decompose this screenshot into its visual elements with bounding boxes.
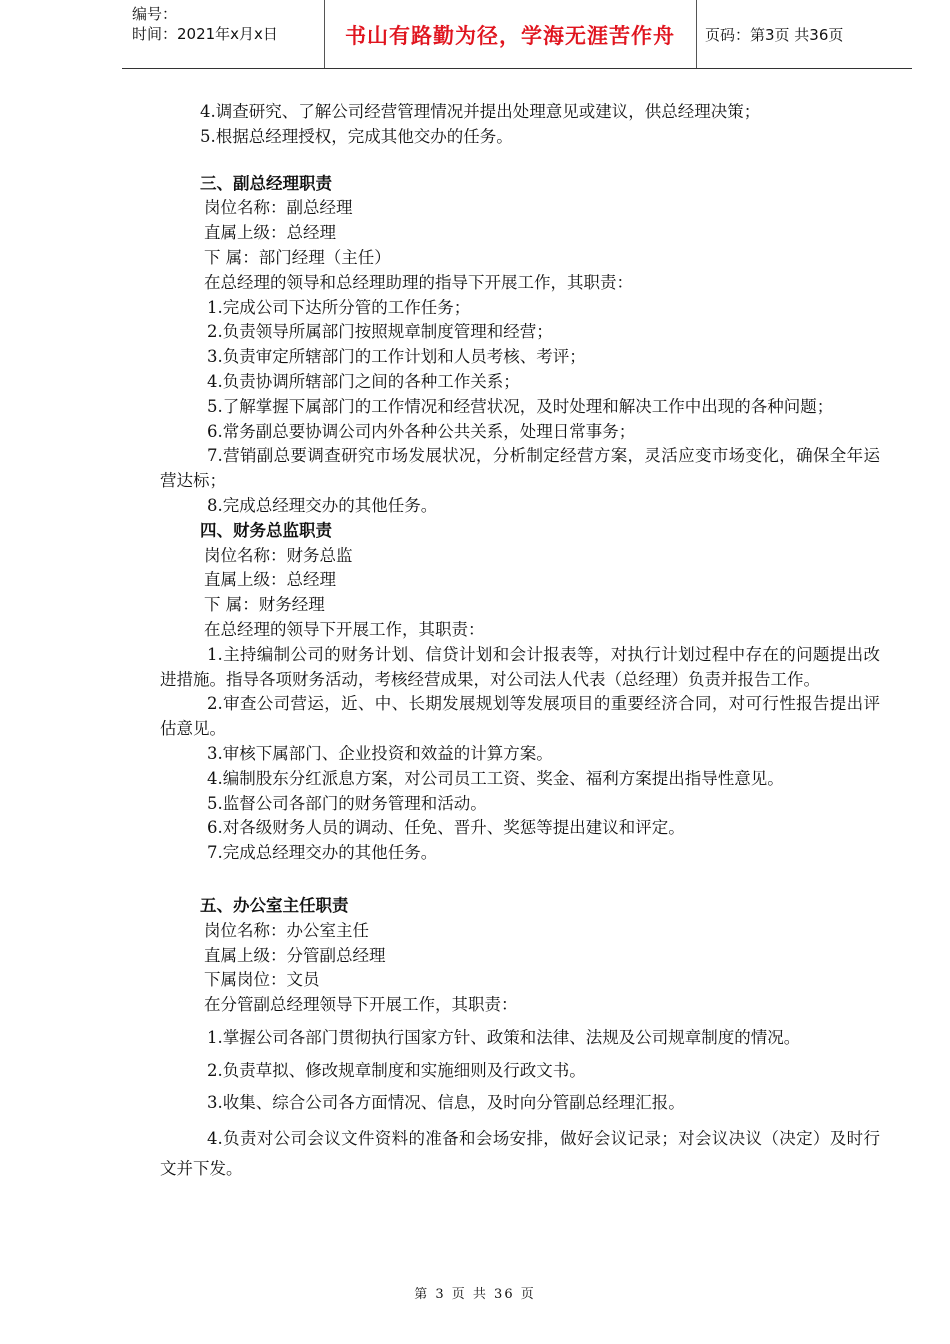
field-line: 在总经理的领导下开展工作，其职责： — [204, 619, 485, 639]
field-line: 岗位名称：副总经理 — [204, 198, 353, 218]
header-divider — [696, 0, 697, 68]
header-divider — [324, 0, 325, 68]
list-item: 2.负责草拟、修改规章制度和实施细则及行政文书。 — [207, 1060, 586, 1080]
header-time: 时间：2021年x月x日 — [132, 25, 278, 43]
field-line: 岗位名称：财务总监 — [204, 545, 353, 565]
page-footer: 第 3 页 共 36 页 — [414, 1287, 536, 1302]
list-item: 5.了解掌握下属部门的工作情况和经营状况，及时处理和解决工作中出现的各种问题； — [207, 396, 834, 416]
header-motto: 书山有路勤为径，学海无涯苦作舟 — [345, 24, 675, 48]
page-header — [122, 0, 912, 69]
section-heading: 五、办公室主任职责 — [200, 895, 349, 915]
list-item: 7.营销副总要调查研究市场发展状况，分析制定经营方案，灵活应变市场变化，确保全年运营达标； — [160, 446, 880, 491]
field-line: 下 属：财务经理 — [204, 595, 325, 615]
header-meta — [132, 4, 278, 44]
field-line: 直属上级：分管副总经理 — [204, 945, 386, 965]
list-item: 1.完成公司下达所分管的工作任务； — [207, 297, 471, 317]
list-item: 3.负责审定所辖部门的工作计划和人员考核、考评； — [207, 347, 586, 367]
field-line: 直属上级：总经理 — [204, 570, 336, 590]
list-item: 1.主持编制公司的财务计划、信贷计划和会计报表等，对执行计划过程中存在的问题提出改进措施。指导各项财务活动，考核经营成果，对公司法人代表（总经理）负责并报告工作。 — [160, 644, 880, 689]
list-item: 4.编制股东分红派息方案，对公司员工工资、奖金、福利方案提出指导性意见。 — [207, 768, 784, 788]
section-heading: 三、副总经理职责 — [200, 173, 332, 193]
section-heading: 四、财务总监职责 — [200, 520, 332, 540]
header-number: 编号： — [132, 5, 178, 23]
list-item: 6.常务副总要协调公司内外各种公共关系，处理日常事务； — [207, 421, 636, 441]
list-item: 4.负责协调所辖部门之间的各种工作关系； — [207, 371, 520, 391]
field-line: 在分管副总经理领导下开展工作，其职责： — [204, 995, 518, 1015]
list-item: 3.审核下属部门、企业投资和效益的计算方案。 — [207, 743, 553, 763]
paragraph: 4.调查研究、了解公司经营管理情况并提出处理意见或建议，供总经理决策； — [200, 102, 761, 121]
field-line: 岗位名称：办公室主任 — [204, 920, 369, 940]
list-item: 5.监督公司各部门的财务管理和活动。 — [207, 793, 487, 813]
list-item: 2.审查公司营运，近、中、长期发展规划等发展项目的重要经济合同，对可行性报告提出评估意见。 — [160, 694, 880, 739]
field-line: 下属岗位：文员 — [204, 970, 320, 990]
list-item: 2.负责领导所属部门按照规章制度管理和经营； — [207, 322, 553, 342]
list-item: 3.收集、综合公司各方面情况、信息，及时向分管副总经理汇报。 — [207, 1093, 685, 1113]
paragraph: 5.根据总经理授权，完成其他交办的任务。 — [200, 126, 513, 146]
list-item: 1.掌握公司各部门贯彻执行国家方针、政策和法律、法规及公司规章制度的情况。 — [207, 1027, 801, 1047]
document-body — [160, 100, 880, 1184]
header-page-number: 页码：第3页 共36页 — [705, 26, 844, 44]
list-item: 4.负责对公司会议文件资料的准备和会场安排，做好会议记录；对会议决议（决定）及时行文并下发。 — [160, 1129, 880, 1179]
list-item: 7.完成总经理交办的其他任务。 — [207, 843, 438, 863]
list-item: 8.完成总经理交办的其他任务。 — [207, 495, 438, 515]
field-line: 下 属：部门经理（主任） — [204, 247, 391, 267]
field-line: 直属上级：总经理 — [204, 223, 336, 243]
field-line: 在总经理的领导和总经理助理的指导下开展工作，其职责： — [204, 272, 633, 292]
list-item: 6.对各级财务人员的调动、任免、晋升、奖惩等提出建议和评定。 — [207, 818, 685, 838]
